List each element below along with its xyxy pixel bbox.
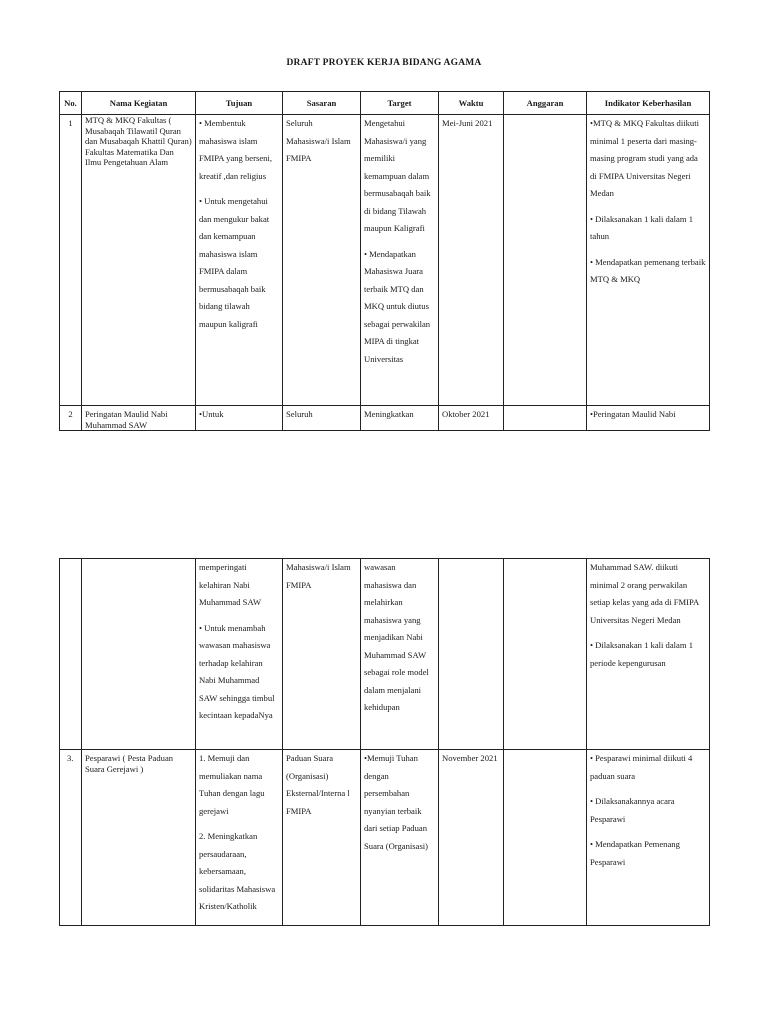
row-nama-kegiatan <box>82 559 196 750</box>
header-nama-kegiatan: Nama Kegiatan <box>82 92 196 115</box>
row-no: 1 <box>60 115 82 406</box>
indikator-point: • Mendapatkan Pemenang Pesparawi <box>590 839 680 867</box>
row-tujuan <box>196 115 283 406</box>
row-anggaran <box>504 750 587 926</box>
row-nama-kegiatan: Pesparawi ( Pesta Paduan Suara Gerejawi ) <box>82 750 196 926</box>
row-waktu: Oktober 2021 <box>439 406 504 431</box>
row-nama-kegiatan: Peringatan Maulid Nabi Muhammad SAW <box>82 406 196 431</box>
header-sasaran: Sasaran <box>283 92 361 115</box>
row-waktu: November 2021 <box>439 750 504 926</box>
tujuan-point: • Membentuk mahasiswa islam FMIPA yang berseni, kreatif ,dan religius <box>199 118 272 181</box>
tujuan-point: 1. Memuji dan memuliakan nama Tuhan dengan lagu gerejawi <box>199 753 265 816</box>
target-point: Mengetahui Mahasiswa/i yang memiliki kemampuan dalam bermusabaqah baik di bidang Tilawah maupun Kaligrafi <box>364 118 431 233</box>
row-nama-kegiatan: MTQ & MKQ Fakultas ( Musabaqah Tilawatil Quran dan Musabaqah Khattil Quran) Fakultas Matematika Dan Ilmu Pengetahuan Alam <box>82 115 196 406</box>
row-waktu: Mei-Juni 2021 <box>439 115 504 406</box>
row-anggaran <box>504 559 587 750</box>
table-row <box>60 750 710 926</box>
row-target: Meningkatkan <box>361 406 439 431</box>
row-no: 2 <box>60 406 82 431</box>
row-no: 3. <box>60 750 82 926</box>
row-no <box>60 559 82 750</box>
indikator-point: Muhammad SAW. diikuti minimal 2 orang perwakilan setiap kelas yang ada di FMIPA Universitas Negeri Medan <box>590 562 699 625</box>
work-program-table-page-2 <box>59 558 710 926</box>
table-row <box>60 115 710 406</box>
target-point: • Mendapatkan Mahasiswa Juara terbaik MTQ dan MKQ untuk diutus sebagai perwakilan MIPA di tingkat Universitas <box>364 248 431 364</box>
row-target <box>361 115 439 406</box>
row-sasaran: Paduan Suara (Organisasi) Eksternal/Interna l FMIPA <box>283 750 361 926</box>
row-anggaran <box>504 406 587 431</box>
table-header-row <box>60 92 710 115</box>
tujuan-point: • Untuk menambah wawasan mahasiswa terhadap kelahiran Nabi Muhammad SAW sehingga timbul kecintaan kepadaNya <box>199 622 275 720</box>
header-no: No. <box>60 92 82 115</box>
row-indikator <box>587 559 710 750</box>
header-tujuan: Tujuan <box>196 92 283 115</box>
row-sasaran: Seluruh <box>283 406 361 431</box>
row-target: wawasan mahasiswa dan melahirkan mahasiswa yang menjadikan Nabi Muhammad SAW sebagai role model dalam menjalani kehidupan <box>361 559 439 750</box>
row-indikator <box>587 750 710 926</box>
header-indikator-keberhasilan: Indikator Keberhasilan <box>587 92 710 115</box>
row-tujuan <box>196 559 283 750</box>
indikator-point: • Mendapatkan pemenang terbaik MTQ & MKQ <box>590 256 706 284</box>
indikator-point: • Dilaksanakannya acara Pesparawi <box>590 796 675 824</box>
indikator-point: • Pesparawi minimal diikuti 4 paduan suara <box>590 753 693 781</box>
row-sasaran: Mahasiswa/i Islam FMIPA <box>283 559 361 750</box>
indikator-point: • Dilaksanakan 1 kali dalam 1 tahun <box>590 213 693 241</box>
work-program-table-page-1 <box>59 91 710 431</box>
table-row-continued <box>60 559 710 750</box>
tujuan-point: memperingati kelahiran Nabi Muhammad SAW <box>199 562 262 607</box>
indikator-point: •MTQ & MKQ Fakultas diikuti minimal 1 peserta dari masing-masing program studi yang ada di FMIPA Universitas Negeri Medan <box>590 118 699 198</box>
row-sasaran: Seluruh Mahasiswa/i Islam FMIPA <box>283 115 361 406</box>
row-indikator <box>587 115 710 406</box>
row-tujuan <box>196 750 283 926</box>
row-tujuan: •Untuk <box>196 406 283 431</box>
header-target: Target <box>361 92 439 115</box>
document-title: DRAFT PROYEK KERJA BIDANG AGAMA <box>286 58 482 68</box>
indikator-point: • Dilaksanakan 1 kali dalam 1 periode kepengurusan <box>590 640 693 668</box>
row-target: •Memuji Tuhan dengan persembahan nyanyian terbaik dari setiap Paduan Suara (Organisasi) <box>361 750 439 926</box>
header-anggaran: Anggaran <box>504 92 587 115</box>
row-indikator: •Peringatan Maulid Nabi <box>587 406 710 431</box>
tujuan-point: 2. Meningkatkan persaudaraan, kebersamaan, solidaritas Mahasiswa Kristen/Katholik <box>199 831 276 911</box>
row-waktu <box>439 559 504 750</box>
row-anggaran <box>504 115 587 406</box>
tujuan-point: • Untuk mengetahui dan mengukur bakat dan kemampuan mahasiswa islam FMIPA dalam bermusabaqah baik bidang tilawah maupun kaligrafi <box>199 196 270 329</box>
header-waktu: Waktu <box>439 92 504 115</box>
table-row <box>60 406 710 431</box>
